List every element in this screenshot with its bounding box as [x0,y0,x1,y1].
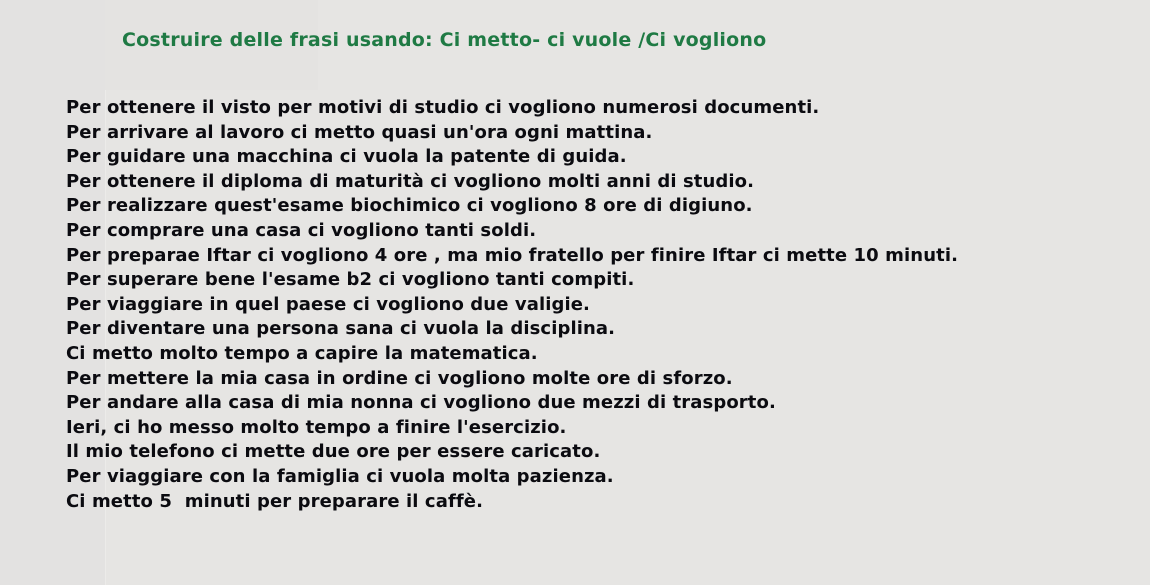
sentence-line: Per viaggiare in quel paese ci vogliono due valigie. [66,293,590,315]
sentence-line: Per mettere la mia casa in ordine ci vogliono molte ore di sforzo. [66,367,733,389]
sentence-line: Per ottenere il visto per motivi di studio ci vogliono numerosi documenti. [66,97,820,118]
sentence-line: Per andare alla casa di mia nonna ci vogliono due mezzi di trasporto. [66,392,776,414]
sentence-line: Per viaggiare con la famiglia ci vuola molta pazienza. [66,465,614,487]
sentence-line: Ci metto molto tempo a capire la matematica. [66,342,538,364]
page-title: Costruire delle frasi usando: Ci metto- ci vuole /Ci vogliono [122,29,767,51]
sentence-line: Per preparae Iftar ci vogliono 4 ore , ma mio fratello per finire Iftar ci mette 10 minuti. [66,244,959,266]
sentence-line: Il mio telefono ci mette due ore per essere caricato. [66,441,601,463]
sentence-line: Per guidare una macchina ci vuola la patente di guida. [66,146,627,168]
sentence-line: Per realizzare quest'esame biochimico ci vogliono 8 ore di digiuno. [66,195,753,217]
sentence-line: Per ottenere il diploma di maturità ci vogliono molti anni di studio. [66,170,755,192]
sentence-line: Per superare bene l'esame b2 ci vogliono tanti compiti. [66,269,635,291]
sentence-list [66,96,1116,514]
sentence-line: Ieri, ci ho messo molto tempo a finire l'esercizio. [66,416,567,438]
sentence-line: Per arrivare al lavoro ci metto quasi un'ora ogni mattina. [66,121,653,143]
sentence-line: Per diventare una persona sana ci vuola la disciplina. [66,318,616,340]
sentence-line: Ci metto 5 minuti per preparare il caffè. [66,490,484,512]
sentence-line: Per comprare una casa ci vogliono tanti soldi. [66,219,537,241]
